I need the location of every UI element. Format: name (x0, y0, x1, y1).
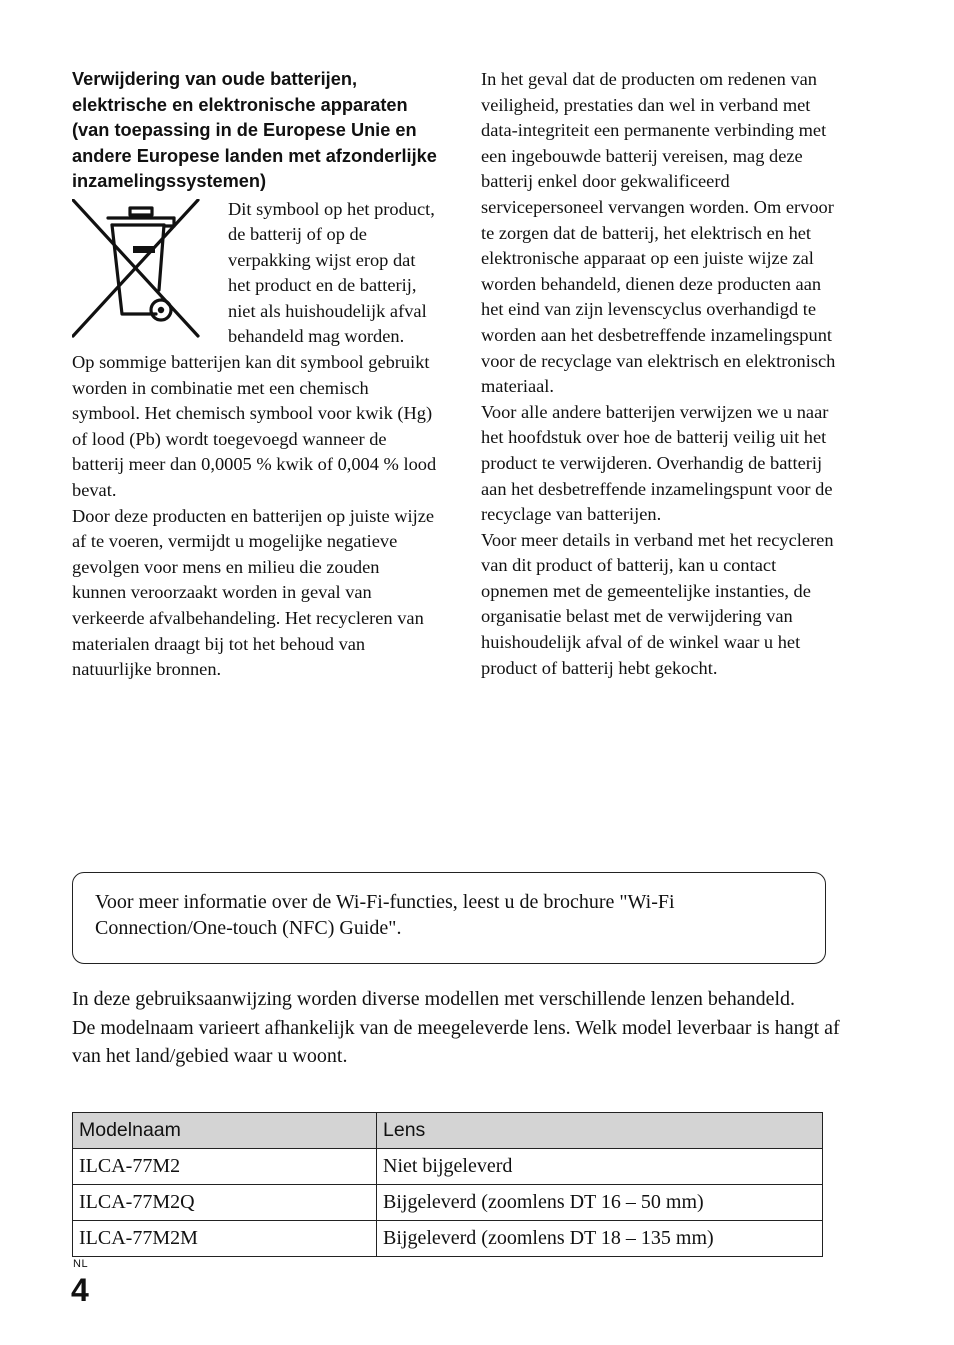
left-column (72, 67, 437, 683)
wifi-info-text: Voor meer informatie over de Wi-Fi-functies, leest u de brochure "Wi-Fi Connection/One-touch (NFC) Guide". (95, 891, 675, 939)
model-name-cell: ILCA-77M2 (73, 1149, 377, 1185)
chemical-symbol-paragraph: Op sommige batterijen kan dit symbool gebruikt worden in combinatie met een chemisch symbool. Het chemisch symbool voor kwik (Hg) of lood (Pb) wordt toegevoegd wanneer de batterij meer dan 0,0005 % kwik of 0,004 % lood bevat. (72, 352, 437, 501)
table-row (73, 1221, 823, 1257)
header-lens: Lens (377, 1113, 823, 1149)
crossed-out-wheelie-bin-icon (72, 199, 202, 343)
model-name-cell: ILCA-77M2Q (73, 1185, 377, 1221)
lens-cell: Niet bijgeleverd (377, 1149, 823, 1185)
table-row (73, 1185, 823, 1221)
model-intro (72, 985, 862, 1071)
right-column (481, 67, 846, 681)
wifi-info-box (72, 872, 826, 964)
page-number: 4 (71, 1272, 89, 1308)
table-row (73, 1149, 823, 1185)
symbol-row (72, 197, 437, 351)
lens-cell: Bijgeleverd (zoomlens DT 18 – 135 mm) (377, 1221, 823, 1257)
intro-paragraph-1: In deze gebruiksaanwijzing worden diverse modellen met verschillende lenzen behandeld. (72, 988, 796, 1010)
symbol-description: Dit symbool op het product, de batterij of op de verpakking wijst erop dat het product en de batterij, niet als huishoudelijk afval behandeld mag worden. (228, 198, 435, 347)
disposal-benefit-paragraph: Door deze producten en batterijen op juiste wijze af te voeren, vermijdt u mogelijke negatieve gevolgen voor mens en milieu die zouden kunnen veroorzaakt worden in geval van verkeerde afvalbehandeling. Het recycleren van materialen draagt bij tot het behoud van natuurlijke bronnen. (72, 505, 435, 680)
model-table (72, 1112, 823, 1257)
header-modelnaam: Modelnaam (73, 1113, 377, 1149)
table-header-row (73, 1113, 823, 1149)
disposal-heading: Verwijdering van oude batterijen, elektrische en elektronische apparaten (van toepassing in de Europese Unie en andere Europese landen met afzonderlijke inzamelingssystemen) (72, 69, 437, 191)
page-language-label: NL (73, 1258, 89, 1270)
intro-paragraph-2: De modelnaam varieert afhankelijk van de meegeleverde lens. Welk model leverbaar is hangt af van het land/gebied waar u woont. (72, 1016, 840, 1067)
more-details-paragraph: Voor meer details in verband met het recycleren van dit product of batterij, kan u contact opnemen met de gemeentelijke instanties, de organisatie belast met de verwijdering van huishoudelijk afval of de winkel waar u het product of batterij hebt gekocht. (481, 529, 834, 678)
built-in-battery-paragraph: In het geval dat de producten om redenen van veiligheid, prestaties dan wel in verband met data-integriteit een permanente verbinding met een ingebouwde batterij vereisen, mag deze batterij enkel door gekwalificeerd servicepersoneel vervangen worden. Om ervoor te zorgen dat de batterij, het elektrisch en het elektronische apparaat op een juiste wijze zal worden behandeld, dienen deze producten aan het eind van zijn levenscyclus overhandigd te worden aan het desbetreffende inzamelingspunt voor de recyclage van elektrisch en elektronisch materiaal. (481, 69, 836, 397)
other-batteries-paragraph: Voor alle andere batterijen verwijzen we u naar het hoofdstuk over hoe de batterij veilig uit het product te verwijderen. Overhandig de batterij aan het desbetreffende inzamelingspunt voor de recyclage van batterijen. (481, 401, 833, 525)
model-name-cell: ILCA-77M2M (73, 1221, 377, 1257)
lens-cell: Bijgeleverd (zoomlens DT 16 – 50 mm) (377, 1185, 823, 1221)
